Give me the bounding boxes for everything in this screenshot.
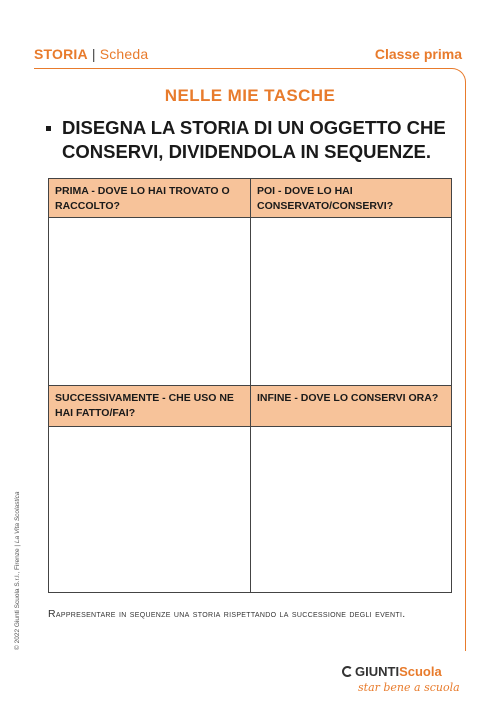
copyright-notice [14,492,21,650]
logo-brand-1: GIUNTI [355,664,400,679]
sequence-cell-3-label: SUCCESSIVAMENTE - CHE USO NE HAI FATTO/FAI? [49,386,250,427]
sequence-cell-4-label: INFINE - DOVE LO CONSERVI ORA? [251,386,451,427]
grade-label: Classe prima [374,46,462,62]
sequence-cell-2[interactable] [251,179,451,386]
instruction-text: DISEGNA LA STORIA DI UN OGGETTO CHE CONSERVI, DIVIDENDOLA IN SEQUENZE. [62,117,446,162]
sequence-grid [48,178,452,593]
doc-type-label: Scheda [99,46,149,62]
sequence-cell-4[interactable] [251,386,451,592]
page-title: NELLE MIE TASCHE [164,86,336,105]
header-subject [34,46,148,62]
learning-objective: Rappresentare in sequenze una storia rispettando la successione degli eventi. [48,608,406,620]
giunti-logo [342,664,442,679]
sequence-cell-1[interactable] [49,179,251,386]
subject-label: STORIA [34,46,88,62]
sequence-cell-2-label: POI - DOVE LO HAI CONSERVATO/CONSERVI? [251,179,451,218]
sequence-cell-3[interactable] [49,386,251,592]
copyright-text: © 2022 Giunti Scuola S.r.l., Firenze | [14,543,21,650]
header-separator: | [91,46,96,62]
sequence-cell-1-label: PRIMA - DOVE LO HAI TROVATO O RACCOLTO? [49,179,250,218]
publication-name: La Vita Scolastica [14,491,21,544]
bullet-icon [46,126,51,131]
logo-brand-2: Scuola [399,664,442,679]
instruction [46,116,446,164]
logo-tagline: star bene a scuola [358,681,460,694]
g-logo-icon [342,666,353,677]
